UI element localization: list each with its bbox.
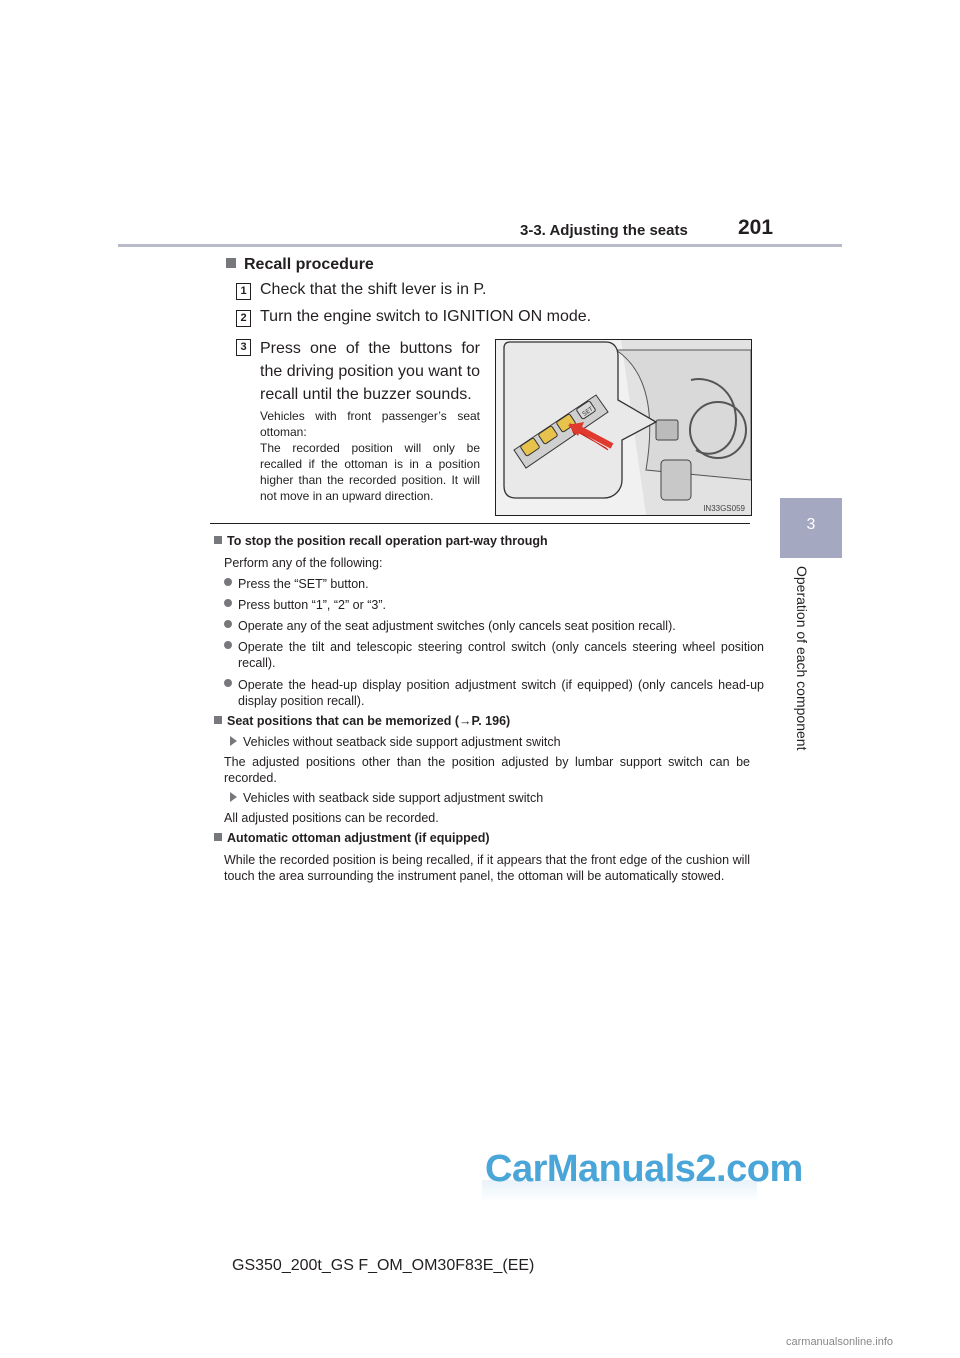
list-item: Press the “SET” button. (224, 576, 764, 592)
step-number-1: 1 (236, 283, 251, 300)
list-item: Press button “1”, “2” or “3”. (224, 597, 764, 613)
square-bullet-icon (226, 258, 236, 268)
step-text-3: Press one of the buttons for the driving position you want to recall until the buzzer sounds. (260, 340, 480, 403)
step-number-3: 3 (236, 339, 251, 356)
page-number: 201 (738, 216, 774, 239)
square-bullet-icon (214, 536, 222, 544)
bullet-dot-icon (224, 679, 232, 687)
set-button-label: SET (581, 405, 595, 418)
section-title: 3-3. Adjusting the seats (520, 222, 688, 239)
ottoman-heading: Automatic ottoman adjustment (if equipped) (214, 831, 490, 845)
header-rule (118, 244, 842, 247)
step-text-1: Check that the shift lever is in P. (260, 281, 487, 298)
memorize-heading: Seat positions that can be memorized (→P. 196) (214, 714, 510, 728)
case-without-support-text: The adjusted positions other than the position adjusted by lumbar support switch can be recorded. (224, 755, 750, 785)
step-number-2: 2 (236, 310, 251, 327)
bullet-dot-icon (224, 641, 232, 649)
list-item: Operate any of the seat adjustment switches (only cancels seat position recall). (224, 618, 764, 634)
case-without-support: Vehicles without seatback side support adjustment switch (230, 735, 561, 749)
bullet-dot-icon (224, 578, 232, 586)
stop-heading: To stop the position recall operation part-way through (214, 534, 548, 548)
chapter-number: 3 (806, 516, 816, 533)
ottoman-note: Vehicles with front passenger’s seat ottoman: The recorded position will only be recalled if the ottoman is in a position higher than the recorded position. It will not move in an upward direction. (260, 409, 480, 503)
watermark-logo: CarManuals2.com (485, 1148, 803, 1190)
bullet-dot-icon (224, 599, 232, 607)
list-item: Operate the tilt and telescopic steering control switch (only cancels steering wheel position recall). (224, 639, 764, 671)
stop-intro: Perform any of the following: (224, 556, 383, 570)
triangle-bullet-icon (230, 792, 237, 802)
step-text-2: Turn the engine switch to IGNITION ON mode. (260, 308, 592, 325)
recall-heading: Recall procedure (226, 256, 374, 274)
source-brand: carmanualsonline.info (786, 1336, 894, 1348)
square-bullet-icon (214, 833, 222, 841)
square-bullet-icon (214, 716, 222, 724)
memory-buttons-illustration (495, 339, 752, 516)
chapter-tab (780, 498, 842, 558)
bullet-dot-icon (224, 620, 232, 628)
figure-code: IN33GS059 (703, 504, 745, 513)
ottoman-text: While the recorded position is being recalled, if it appears that the front edge of the cushion will touch the area surrounding the instrument panel, the ottoman will be automatically stowed. (224, 853, 750, 883)
memory-buttons-svg (496, 340, 751, 515)
chapter-label: Operation of each component (794, 566, 810, 751)
triangle-bullet-icon (230, 736, 237, 746)
document-code: GS350_200t_GS F_OM_OM30F83E_(EE) (232, 1257, 535, 1274)
case-with-support: Vehicles with seatback side support adjustment switch (230, 791, 543, 805)
list-item: Operate the head-up display position adjustment switch (if equipped) (only cancels head-up display position recall). (224, 677, 764, 709)
case-with-support-text: All adjusted positions can be recorded. (224, 811, 439, 825)
section-rule (210, 523, 750, 524)
